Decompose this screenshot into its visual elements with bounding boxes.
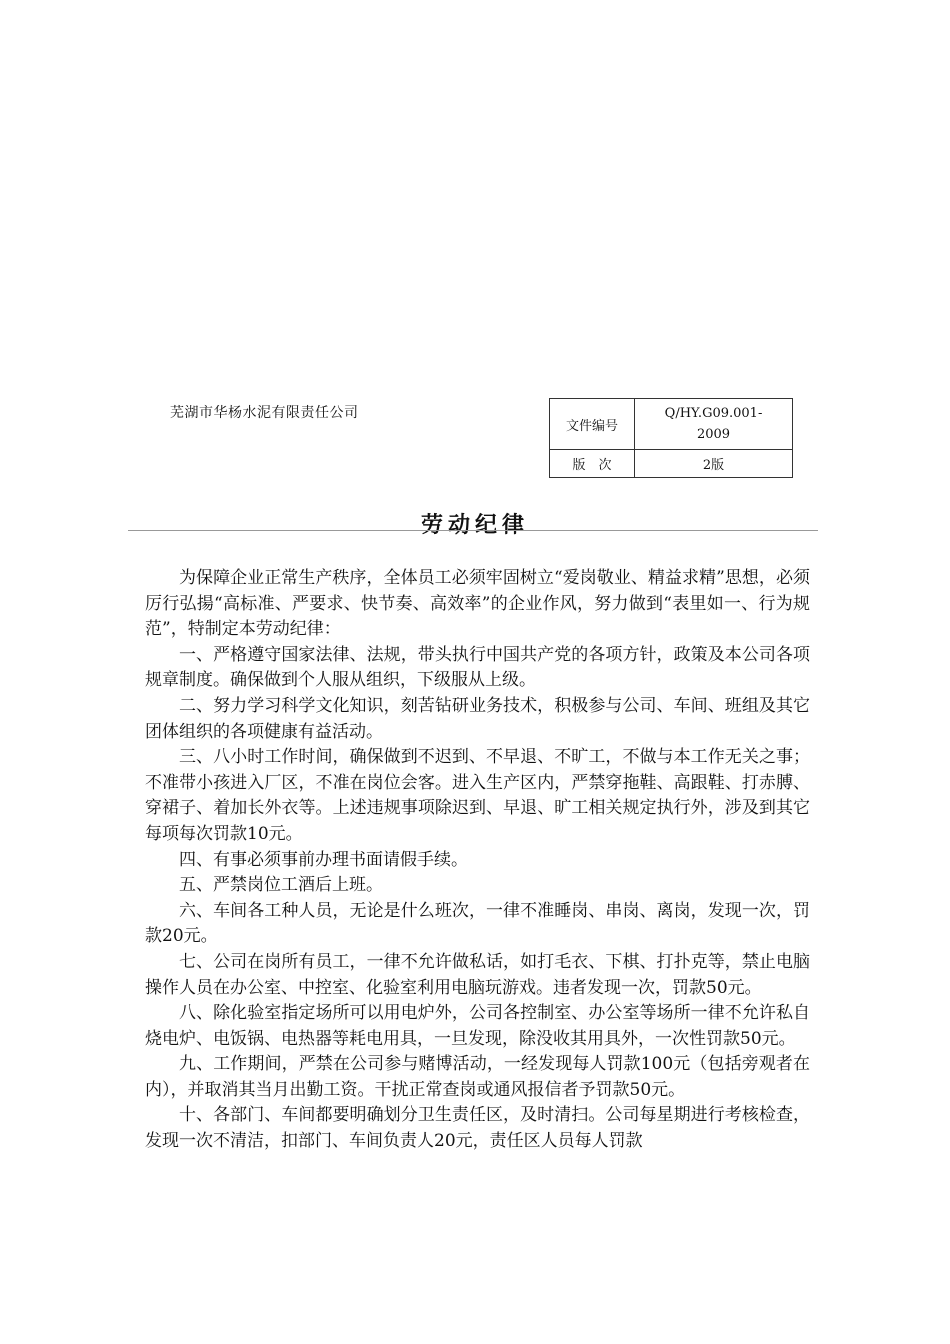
company-name: 芜湖市华杨水泥有限责任公司 xyxy=(170,405,359,421)
doc-number-value-line-2: 2009 xyxy=(696,427,731,442)
rule-paragraph-2: 二、努力学习科学文化知识，刻苦钻研业务技术，积极参与公司、车间、班组及其它团体组织的各项健康有益活动。 xyxy=(145,695,810,742)
document-title: 劳动纪律 xyxy=(420,513,529,538)
rule-paragraph-3: 三、八小时工作时间，确保做到不迟到、不早退、不旷工，不做与本工作无关之事；不准带小孩进入厂区，不准在岗位会客。进入生产区内，严禁穿拖鞋、高跟鞋、打赤膊、穿裙子、着加长外衣等。上述违规事项除迟到、早退、旷工相关规定执行外，涉及到其它每项每次罚款10元。 xyxy=(145,747,810,844)
edition-label: 版 次 xyxy=(550,450,635,478)
document-info-table xyxy=(549,398,793,478)
rule-paragraph-4: 四、有事必须事前办理书面请假手续。 xyxy=(179,849,468,870)
rule-paragraph-9: 九、工作期间，严禁在公司参与赌博活动，一经发现每人罚款100元（包括旁观者在内），并取消其当月出勤工资。干扰正常查岗或通风报信者予罚款50元。 xyxy=(145,1054,810,1100)
rule-paragraph-10: 十、各部门、车间都要明确划分卫生责任区，及时清扫。公司每星期进行考核检查，发现一次不清洁，扣部门、车间负责人20元，责任区人员每人罚款 xyxy=(145,1105,810,1152)
doc-number-value-line-1: Q/HY.G09.001- xyxy=(664,406,763,421)
doc-number-value xyxy=(635,399,793,450)
doc-number-label: 文件编号 xyxy=(550,399,635,450)
rule-paragraph-6: 六、车间各工种人员，无论是什么班次，一律不准睡岗、串岗、离岗，发现一次，罚款20元。 xyxy=(145,900,810,947)
edition-value: 2版 xyxy=(635,450,793,478)
title-divider xyxy=(128,530,818,531)
document-body xyxy=(145,566,810,1155)
rule-paragraph-7: 七、公司在岗所有员工，一律不允许做私话，如打毛衣、下棋、打扑克等，禁止电脑操作人员在办公室、中控室、化验室利用电脑玩游戏。违者发现一次，罚款50元。 xyxy=(145,951,810,998)
intro-paragraph: 为保障企业正常生产秩序，全体员工必须牢固树立“爱岗敬业、精益求精”思想，必须厉行弘揚“高标准、严要求、快节奏、高效率”的企业作风，努力做到“表里如一、行为规范”，特制定本劳动纪律： xyxy=(145,568,810,640)
rule-paragraph-1: 一、严格遵守国家法律、法规，带头执行中国共产党的各项方针，政策及本公司各项规章制度。确保做到个人服从组织，下级服从上级。 xyxy=(145,644,810,691)
rule-paragraph-8: 八、除化验室指定场所可以用电炉外，公司各控制室、办公室等场所一律不允许私自烧电炉、电饭锅、电热器等耗电用具，一旦发现，除没收其用具外，一次性罚款50元。 xyxy=(145,1003,810,1049)
rule-paragraph-5: 五、严禁岗位工酒后上班。 xyxy=(179,875,383,896)
